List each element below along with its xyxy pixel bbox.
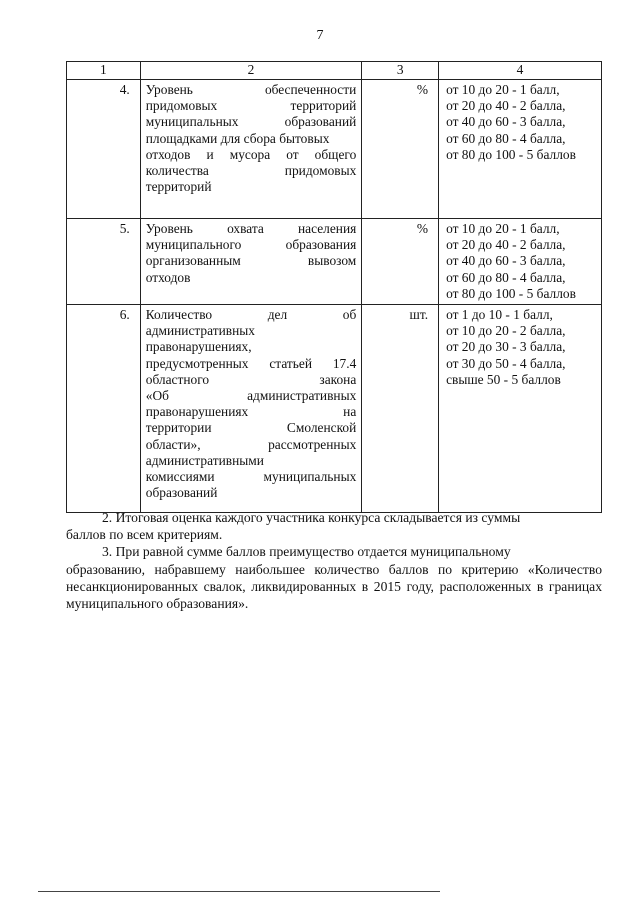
score-line: от 60 до 80 - 4 балла, <box>446 130 566 146</box>
criterion-name-line: Количество дел об <box>145 307 357 322</box>
unit-cell: шт. <box>362 305 439 513</box>
header-cell-4: 4 <box>439 62 602 80</box>
unit-cell: % <box>362 219 439 305</box>
criterion-name-line: муниципального образования <box>145 237 357 253</box>
score-line: от 1 до 10 - 1 балл, <box>446 307 553 322</box>
criterion-name-line: придомовых территорий <box>145 98 357 114</box>
score-line: от 20 до 40 - 2 балла, <box>446 237 566 253</box>
score-line: от 80 до 100 - 5 баллов <box>446 146 576 162</box>
criterion-name-line: правонарушениях, <box>145 339 252 355</box>
footer-divider <box>38 891 440 892</box>
score-line: от 60 до 80 - 4 балла, <box>446 269 566 285</box>
score-line: от 10 до 20 - 1 балл, <box>446 221 560 236</box>
criterion-name-line: отходов и мусора от общего <box>145 146 357 162</box>
criterion-name <box>140 219 362 305</box>
criterion-name-line: комиссиями муниципальных <box>145 469 357 485</box>
criterion-name-line: областного закона <box>145 371 357 387</box>
criterion-name <box>140 305 362 513</box>
header-cell-2: 2 <box>140 62 362 80</box>
criterion-name-line: административными <box>145 452 264 468</box>
criterion-name-line: области», рассмотренных <box>145 436 357 452</box>
criterion-name-line: правонарушениях на <box>145 404 357 420</box>
score-line: от 20 до 40 - 2 балла, <box>446 98 566 114</box>
criterion-name-line: отходов <box>145 269 191 285</box>
score-cell <box>439 80 602 219</box>
criterion-name-line: площадками для сбора бытовых <box>145 130 330 146</box>
criterion-name-line: муниципальных образований <box>145 114 357 130</box>
score-line: от 40 до 60 - 3 балла, <box>446 253 566 269</box>
paragraph-2 <box>84 509 602 526</box>
criterion-name-line: предусмотренных статьей 17.4 <box>145 355 357 371</box>
page-number: 7 <box>316 28 324 43</box>
row-number: 4. <box>67 80 141 219</box>
criterion-name-line: территории Смоленской <box>145 420 357 436</box>
criterion-name-line: территорий <box>145 179 212 195</box>
paragraph-3 <box>84 543 602 560</box>
score-line: от 80 до 100 - 5 баллов <box>446 285 576 301</box>
header-cell-1: 1 <box>67 62 141 80</box>
score-line: от 10 до 20 - 2 балла, <box>446 323 566 339</box>
row-number: 5. <box>67 219 141 305</box>
criterion-name-line: административных <box>145 323 255 339</box>
unit-cell: % <box>362 80 439 219</box>
score-line: от 20 до 30 - 3 балла, <box>446 339 566 355</box>
criterion-name-line: организованным вывозом <box>145 253 357 269</box>
score-line: от 10 до 20 - 1 балл, <box>446 82 560 97</box>
score-cell <box>439 305 602 513</box>
criterion-name-line: образований <box>145 485 218 501</box>
criterion-name-line: Уровень охвата населения <box>145 221 357 236</box>
table-row <box>67 80 602 219</box>
row-number: 6. <box>67 305 141 513</box>
paragraph-2-line-1: 2. Итоговая оценка каждого участника конкурса складывается из суммы <box>102 510 521 525</box>
table-row <box>67 305 602 513</box>
body-text <box>66 509 602 612</box>
criterion-name-line: количества придомовых <box>145 163 357 179</box>
score-line: от 40 до 60 - 3 балла, <box>446 114 566 130</box>
criterion-name <box>140 80 362 219</box>
header-cell-3: 3 <box>362 62 439 80</box>
table-header-row <box>67 62 602 80</box>
score-cell <box>439 219 602 305</box>
criterion-name-line: Уровень обеспеченности <box>145 82 357 97</box>
paragraph-3-continuation: образованию, набравшему наибольшее количество баллов по критерию «Количество несанкционированных свалок, ликвидированных в 2015 году, расположенных в границах муниципального образования». <box>66 561 602 612</box>
paragraph-3-line-1: 3. При равной сумме баллов преимущество отдается муниципальному <box>102 544 511 560</box>
table-row <box>67 219 602 305</box>
score-line: свыше 50 - 5 баллов <box>446 371 561 387</box>
criteria-table <box>66 61 602 513</box>
score-line: от 30 до 50 - 4 балла, <box>446 355 566 371</box>
criterion-name-line: «Об административных <box>145 388 357 404</box>
paragraph-2-continuation: баллов по всем критериям. <box>66 527 223 543</box>
